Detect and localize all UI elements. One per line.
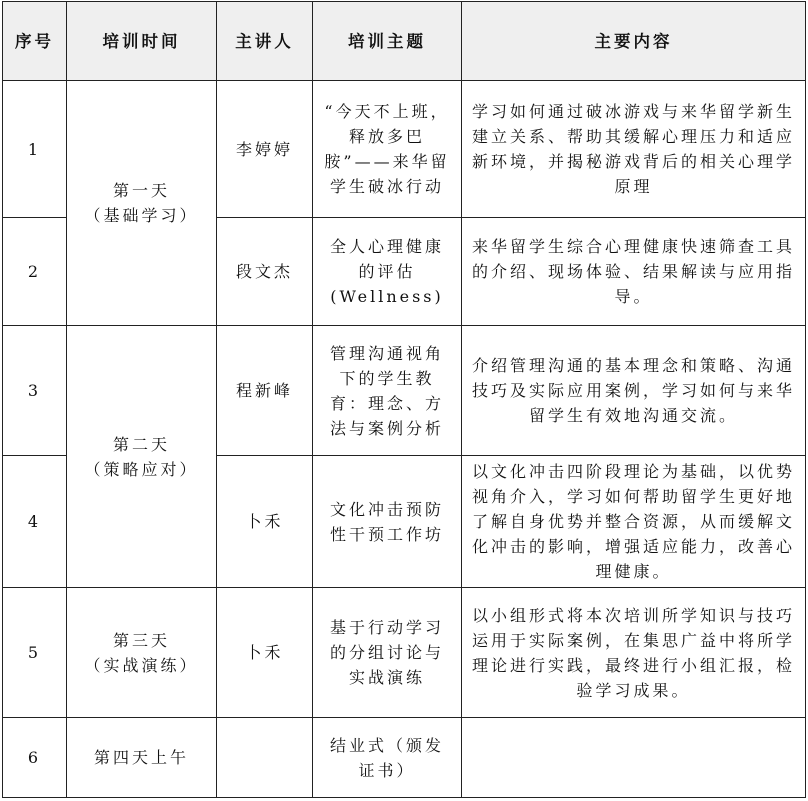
training-schedule-table [2,1,806,798]
header-content: 主要内容 [462,2,806,81]
content-cell: 来华留学生综合心理健康快速筛查工具的介绍、现场体验、结果解读与应用指导。 [462,218,806,326]
topic-cell: 基于行动学习的分组讨论与实战演练 [313,588,462,718]
row-number: 3 [3,326,67,456]
header-speaker: 主讲人 [217,2,313,81]
topic-cell: 结业式（颁发证书） [313,718,462,798]
content-cell [462,718,806,798]
table-row [3,81,806,218]
speaker-cell: 卜禾 [217,456,313,588]
topic-cell: 文化冲击预防性干预工作坊 [313,456,462,588]
row-number: 4 [3,456,67,588]
day-cell [67,588,217,718]
topic-cell: 管理沟通视角下的学生教育：理念、方法与案例分析 [313,326,462,456]
speaker-cell [217,718,313,798]
day-title: 第一天 [112,181,170,200]
content-cell: 学习如何通过破冰游戏与来华留学新生建立关系、帮助其缓解心理压力和适应新环境，并揭秘游戏背后的相关心理学原理 [462,81,806,218]
row-number: 1 [3,81,67,218]
content-cell: 介绍管理沟通的基本理念和策略、沟通技巧及实际应用案例，学习如何与来华留学生有效地沟通交流。 [462,326,806,456]
row-number: 2 [3,218,67,326]
row-number: 5 [3,588,67,718]
day-title: 第三天 [112,630,170,650]
content-cell: 以小组形式将本次培训所学知识与技巧运用于实际案例，在集思广益中将所学理论进行实践，最终进行小组汇报，检验学习成果。 [462,588,806,718]
header-topic: 培训主题 [313,2,462,81]
topic-cell: 全人心理健康的评估(Wellness) [313,218,462,326]
content-cell: 以文化冲击四阶段理论为基础，以优势视角介入，学习如何帮助留学生更好地了解自身优势并整合资源，从而缓解文化冲击的影响，增强适应能力，改善心理健康。 [462,456,806,588]
day-subtitle: （基础学习） [84,206,199,225]
day-title: 第二天 [112,434,170,454]
header-no: 序号 [3,2,67,81]
day-cell [67,81,217,326]
speaker-cell: 段文杰 [217,218,313,326]
header-row [3,2,806,81]
table-row [3,718,806,798]
day-subtitle: （策略应对） [84,459,199,479]
header-time: 培训时间 [67,2,217,81]
table-row [3,588,806,718]
table-row [3,326,806,456]
day-cell [67,326,217,588]
topic-cell: “今天不上班，释放多巴胺”——来华留学生破冰行动 [313,81,462,218]
day-title: 第四天上午 [93,748,189,767]
speaker-cell: 卜禾 [217,588,313,718]
speaker-cell: 程新峰 [217,326,313,456]
day-subtitle: （实战演练） [84,655,199,675]
day-cell [67,718,217,798]
speaker-cell: 李婷婷 [217,81,313,218]
row-number: 6 [3,718,67,798]
